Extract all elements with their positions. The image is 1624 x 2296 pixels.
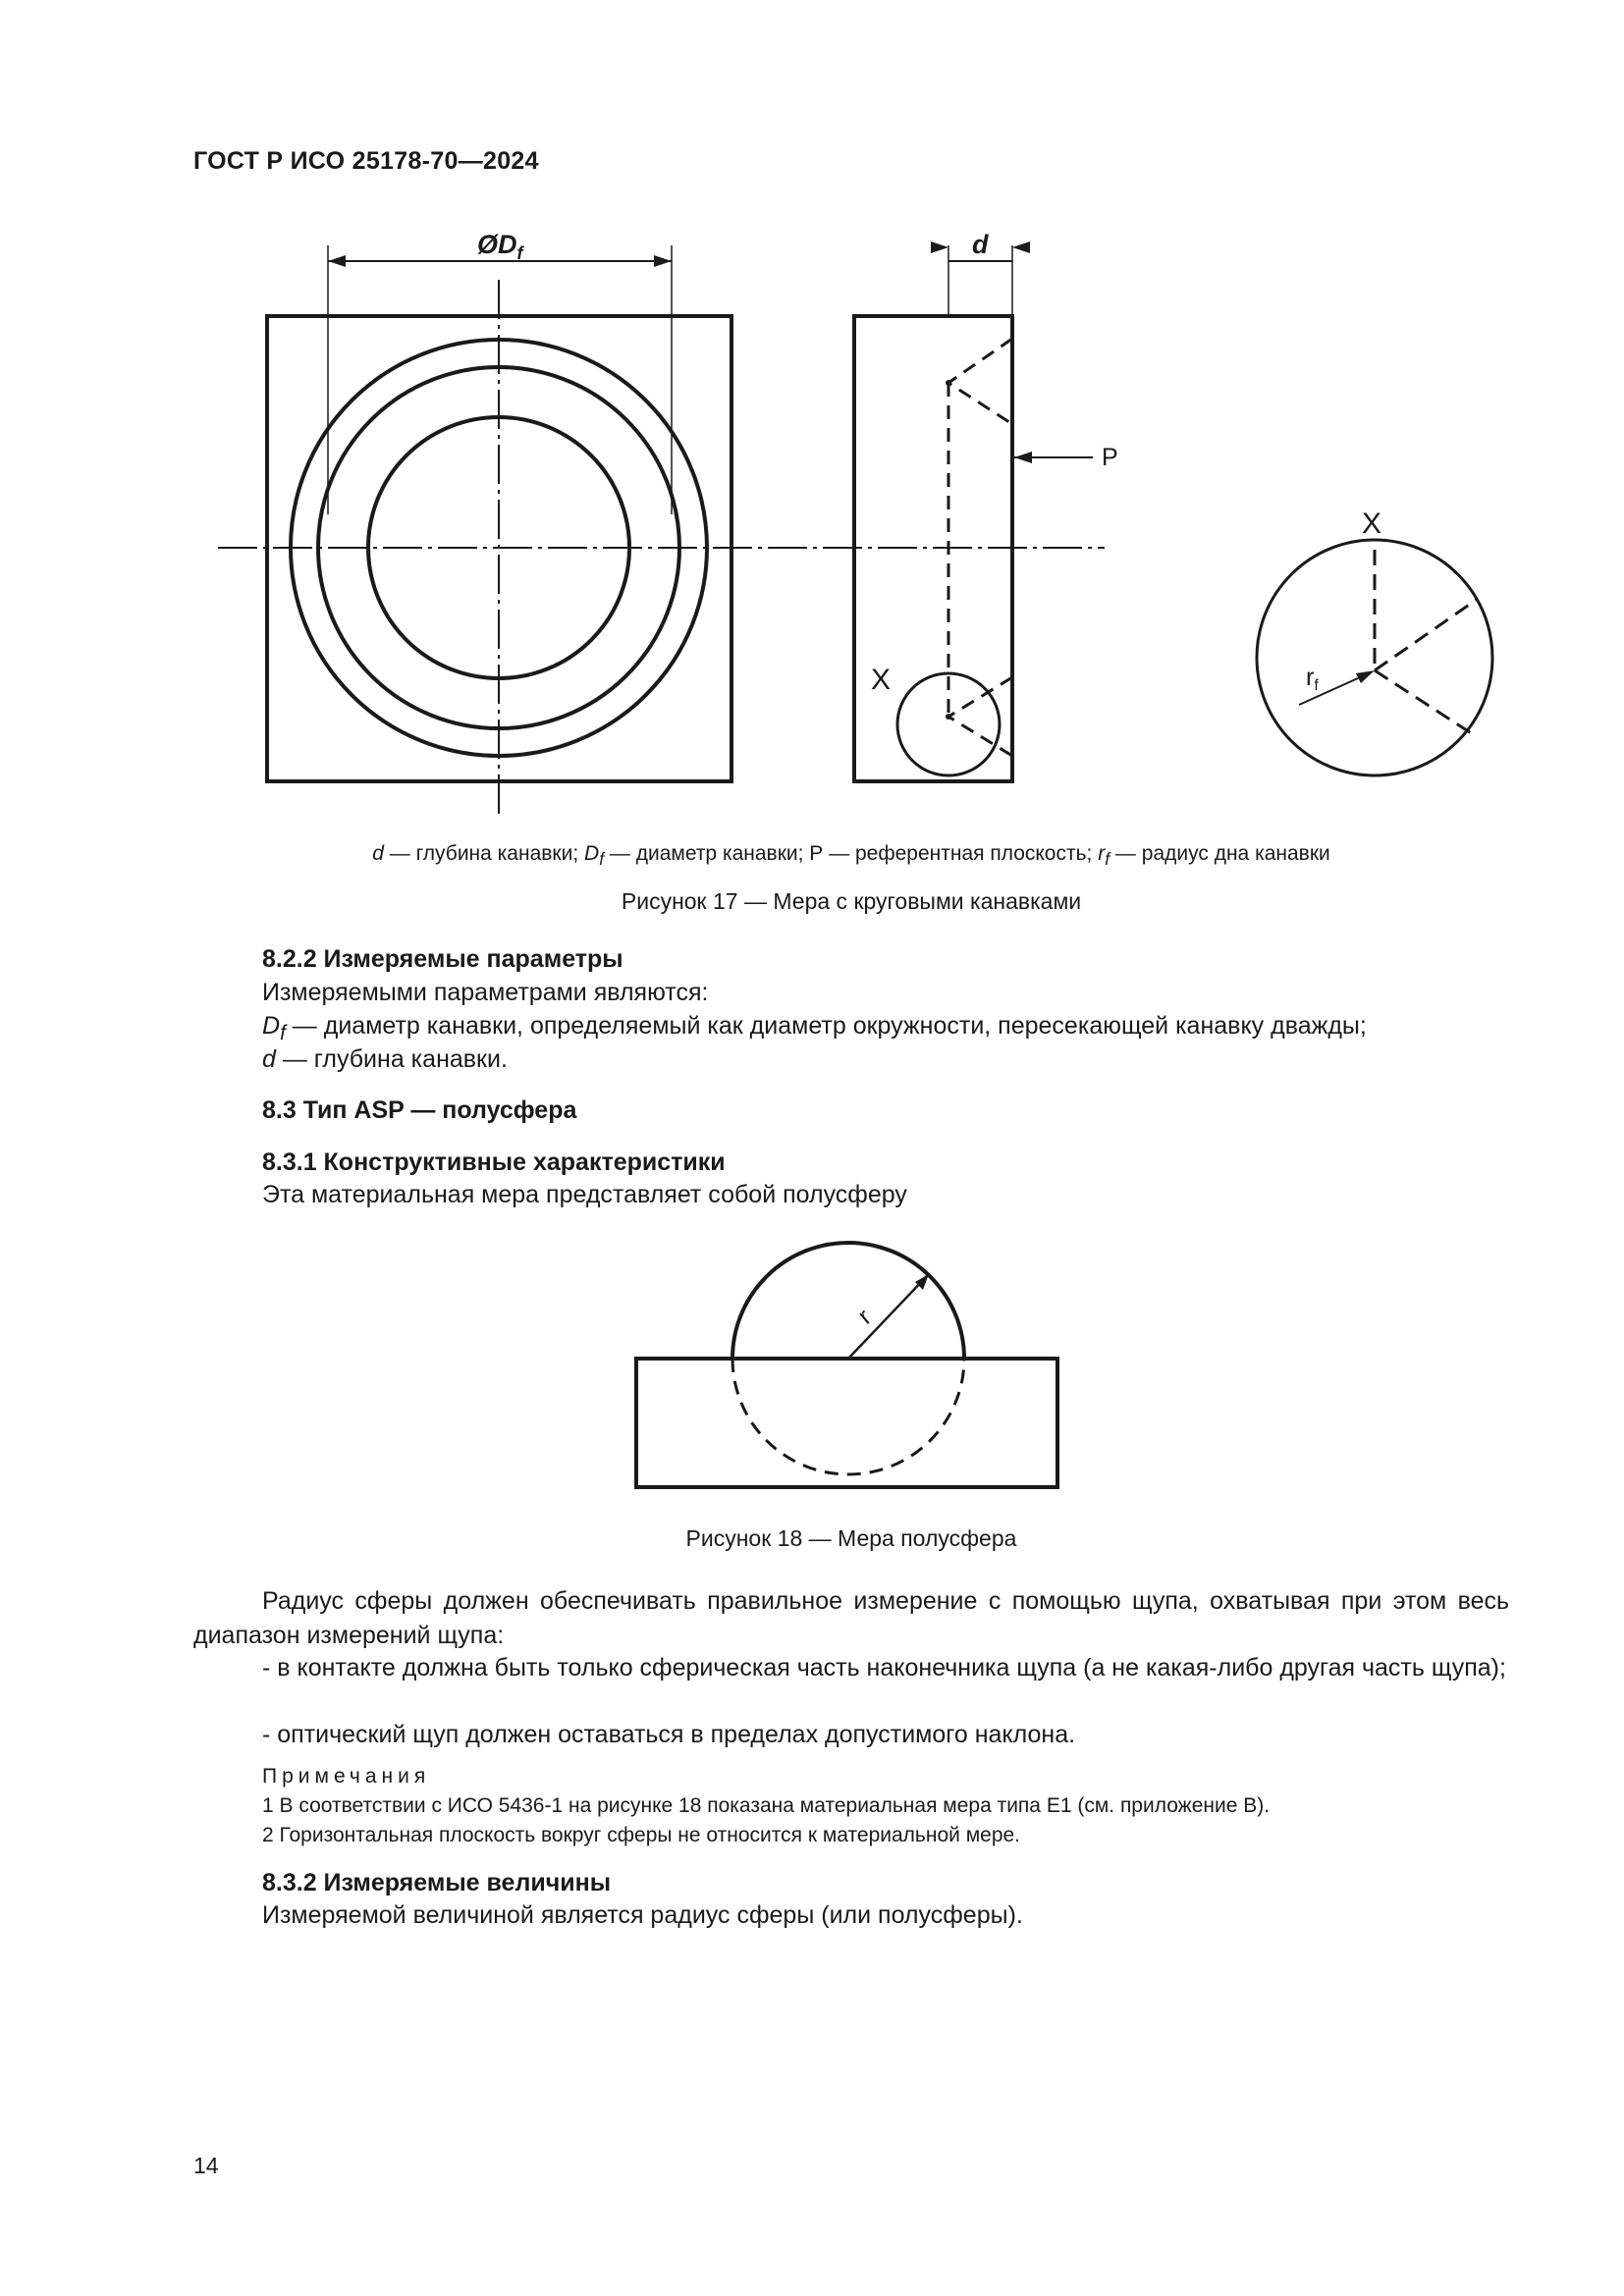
section-822-item-d: d — глубина канавки. xyxy=(262,1045,508,1073)
section-822-intro: Измеряемыми параметрами являются: xyxy=(262,979,709,1006)
section-831-heading: 8.3.1 Конструктивные характеристики xyxy=(262,1148,726,1176)
note-2: 2 Горизонтальная плоскость вокруг сферы не относится к материальной мере. xyxy=(262,1824,1021,1846)
body-paragraph-3: - оптический щуп должен оставаться в пределах допустимого наклона. xyxy=(262,1721,1076,1748)
fig17-radius-label: $r_f$ xyxy=(1306,664,1319,694)
figure-18-caption: Рисунок 18 — Мера полусфера xyxy=(685,1525,1017,1551)
document-header: ГОСТ Р ИСО 25178-70—2024 xyxy=(193,147,539,175)
body-paragraph-2: - в контакте должна быть только сферическая часть наконечника щупа (а не какая-либо другая часть щупа); xyxy=(262,1654,1506,1682)
fig18-hemisphere-arc xyxy=(732,1243,964,1359)
body-paragraph-1: Радиус сферы должен обеспечивать правильное измерение с помощью щупа, охватывая при этом весь диапазон измерений щупа: xyxy=(193,1587,1509,1649)
fig18-base-plate xyxy=(636,1359,1057,1487)
fig17-depth-label: d xyxy=(972,230,989,259)
section-822-item-df: $D_f$ — диаметр канавки, определяемый как диаметр окружности, пересекающей канавку дважды; xyxy=(262,1012,1367,1044)
fig17-diameter-label: $ØD_f$ xyxy=(477,230,523,263)
page-number: 14 xyxy=(193,2153,219,2178)
section-832-heading: 8.3.2 Измеряемые величины xyxy=(262,1869,612,1896)
fig18-hidden-half-arc xyxy=(732,1359,964,1474)
fig17-zoom-x-label: X xyxy=(1362,507,1382,540)
note-1: 1 В соответствии с ИСО 5436-1 на рисунке 18 показана материальная мера типа Е1 (см. приложение В). xyxy=(262,1794,1271,1817)
notes-title: Примечания xyxy=(262,1765,431,1788)
figure-17-caption: Рисунок 17 — Мера с круговыми канавками xyxy=(621,888,1082,914)
section-822-heading: 8.2.2 Измеряемые параметры xyxy=(262,945,623,973)
fig17-detail-x-label: X xyxy=(871,664,892,696)
section-831-text: Эта материальная мера представляет собой полусферу xyxy=(262,1181,907,1208)
section-832-text: Измеряемой величиной является радиус сферы (или полусферы). xyxy=(262,1901,1023,1929)
fig18-radius-label: r xyxy=(852,1303,877,1330)
figure-17-legend: d — глубина канавки; $D_f$ — диаметр канавки; Р — референтная плоскость; $r_f$ — радиус дна канавки xyxy=(372,842,1330,870)
section-83-heading: 8.3 Тип ASP — полусфера xyxy=(262,1096,577,1124)
fig17-plane-label: P xyxy=(1102,444,1118,471)
